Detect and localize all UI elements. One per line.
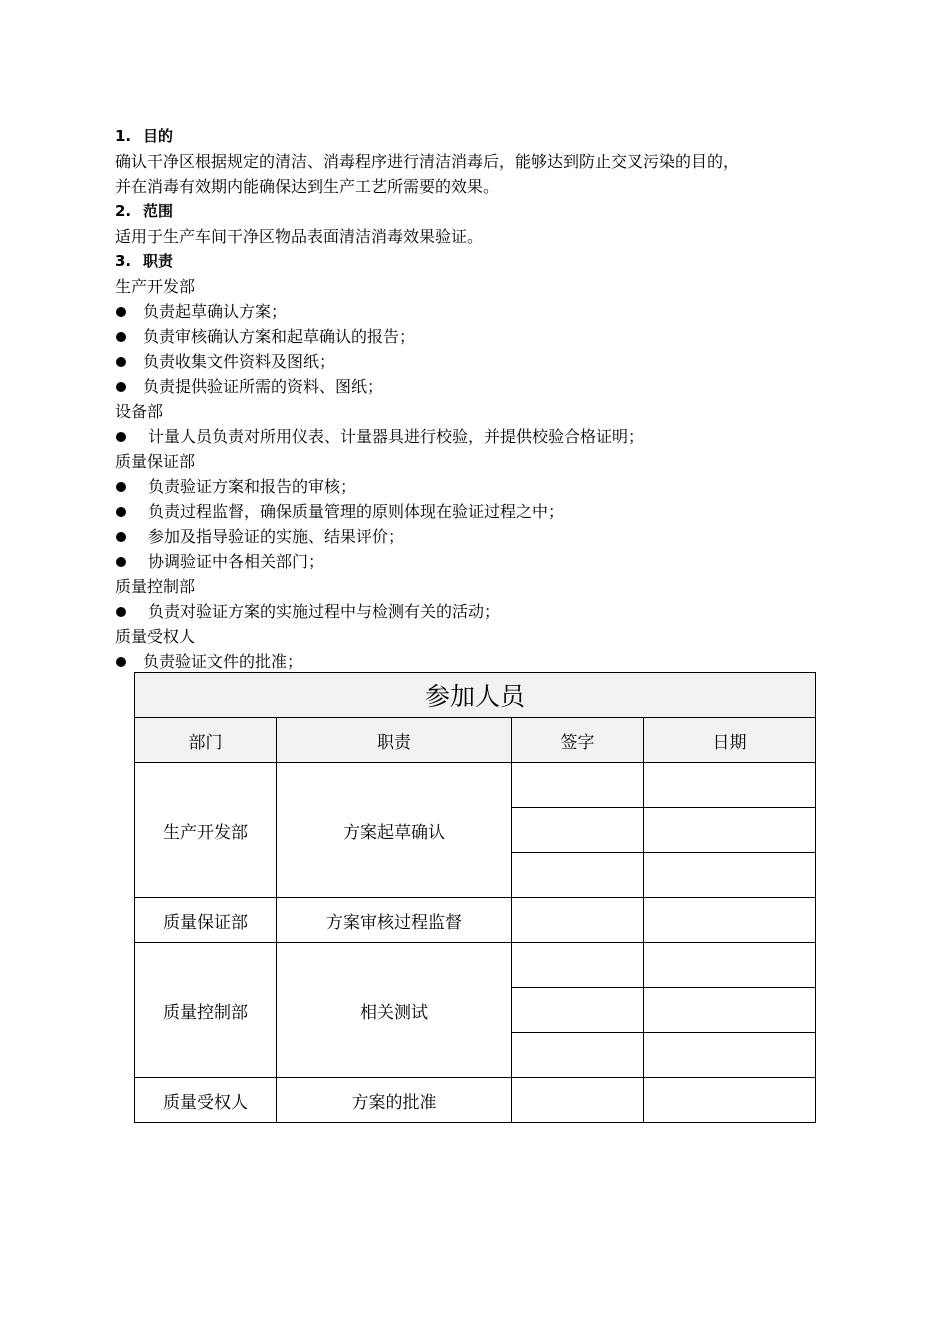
section-heading-responsibilities: [115, 249, 845, 274]
scope-text: 适用于生产车间干净区物品表面清洁消毒效果验证。: [115, 227, 484, 246]
table-header-row: [135, 718, 816, 763]
table-row: [135, 943, 816, 988]
bullet-text: 负责过程监督，确保质量管理的原则体现在验证过程之中；: [148, 502, 565, 521]
table-title: 参加人员: [135, 673, 816, 718]
dept-cell: 生产开发部: [135, 763, 277, 898]
section-number: 1.: [115, 127, 132, 145]
signature-cell[interactable]: [512, 853, 644, 898]
bullet-dot-icon: [116, 507, 126, 517]
section-title: 目的: [143, 127, 174, 145]
section-number: 2.: [115, 202, 132, 220]
section-title: 职责: [143, 252, 174, 270]
signature-cell[interactable]: [512, 1033, 644, 1078]
bullet-item: [115, 474, 845, 499]
dept-cell: 质量受权人: [135, 1078, 277, 1123]
bullet-text: 负责验证文件的批准；: [143, 652, 304, 671]
bullet-text: 负责验证方案和报告的审核；: [148, 477, 357, 496]
date-cell[interactable]: [644, 988, 816, 1033]
bullet-text: 计量人员负责对所用仪表、计量器具进行校验，并提供校验合格证明；: [148, 427, 645, 446]
section-heading-purpose: [115, 124, 845, 149]
date-cell[interactable]: [644, 898, 816, 943]
signature-cell[interactable]: [512, 988, 644, 1033]
column-header-signature: 签字: [512, 718, 644, 763]
bullet-item: [115, 649, 845, 674]
bullet-text: 负责审核确认方案和起草确认的报告；: [143, 327, 416, 346]
section-heading-scope: [115, 199, 845, 224]
date-cell[interactable]: [644, 943, 816, 988]
bullet-item: [115, 324, 845, 349]
duty-cell: 相关测试: [277, 943, 512, 1078]
department-name: 设备部: [115, 402, 164, 421]
department-name: 质量保证部: [115, 452, 196, 471]
bullet-text: 负责对验证方案的实施过程中与检测有关的活动；: [148, 602, 501, 621]
section-number: 3.: [115, 252, 132, 270]
signature-cell[interactable]: [512, 898, 644, 943]
bullet-item: [115, 424, 845, 449]
bullet-text: 参加及指导验证的实施、结果评价；: [148, 527, 405, 546]
document-body: [115, 124, 845, 674]
bullet-dot-icon: [116, 382, 126, 392]
dept-cell: 质量控制部: [135, 943, 277, 1078]
signature-cell[interactable]: [512, 1078, 644, 1123]
table-title-row: [135, 673, 816, 718]
bullet-item: [115, 299, 845, 324]
bullet-dot-icon: [116, 357, 126, 367]
date-cell[interactable]: [644, 1033, 816, 1078]
duty-cell: 方案起草确认: [277, 763, 512, 898]
bullet-item: [115, 374, 845, 399]
table-row: [135, 1078, 816, 1123]
date-cell[interactable]: [644, 1078, 816, 1123]
dept-cell: 质量保证部: [135, 898, 277, 943]
bullet-item: [115, 549, 845, 574]
date-cell[interactable]: [644, 853, 816, 898]
bullet-dot-icon: [116, 607, 126, 617]
bullet-item: [115, 499, 845, 524]
bullet-text: 协调验证中各相关部门；: [148, 552, 325, 571]
bullet-text: 负责提供验证所需的资料、图纸；: [143, 377, 384, 396]
bullet-text: 负责收集文件资料及图纸；: [143, 352, 336, 371]
bullet-dot-icon: [116, 432, 126, 442]
bullet-text: 负责起草确认方案；: [143, 302, 288, 321]
department-name: 质量控制部: [115, 577, 196, 596]
bullet-item: [115, 599, 845, 624]
participants-table: [134, 672, 816, 1123]
bullet-dot-icon: [116, 657, 126, 667]
purpose-text-line: 确认干净区根据规定的清洁、消毒程序进行清洁消毒后，能够达到防止交叉污染的目的，: [115, 152, 740, 171]
section-title: 范围: [143, 202, 174, 220]
table-row: [135, 898, 816, 943]
duty-cell: 方案审核过程监督: [277, 898, 512, 943]
bullet-dot-icon: [116, 332, 126, 342]
column-header-duty: 职责: [277, 718, 512, 763]
signature-cell[interactable]: [512, 943, 644, 988]
bullet-dot-icon: [116, 482, 126, 492]
department-name: 生产开发部: [115, 277, 196, 296]
column-header-date: 日期: [644, 718, 816, 763]
signature-cell[interactable]: [512, 808, 644, 853]
date-cell[interactable]: [644, 808, 816, 853]
duty-cell: 方案的批准: [277, 1078, 512, 1123]
column-header-department: 部门: [135, 718, 277, 763]
department-name: 质量受权人: [115, 627, 196, 646]
table-row: [135, 763, 816, 808]
bullet-dot-icon: [116, 557, 126, 567]
purpose-text-line: 并在消毒有效期内能确保达到生产工艺所需要的效果。: [115, 177, 500, 196]
signature-cell[interactable]: [512, 763, 644, 808]
date-cell[interactable]: [644, 763, 816, 808]
bullet-item: [115, 349, 845, 374]
bullet-item: [115, 524, 845, 549]
bullet-dot-icon: [116, 532, 126, 542]
bullet-dot-icon: [116, 307, 126, 317]
